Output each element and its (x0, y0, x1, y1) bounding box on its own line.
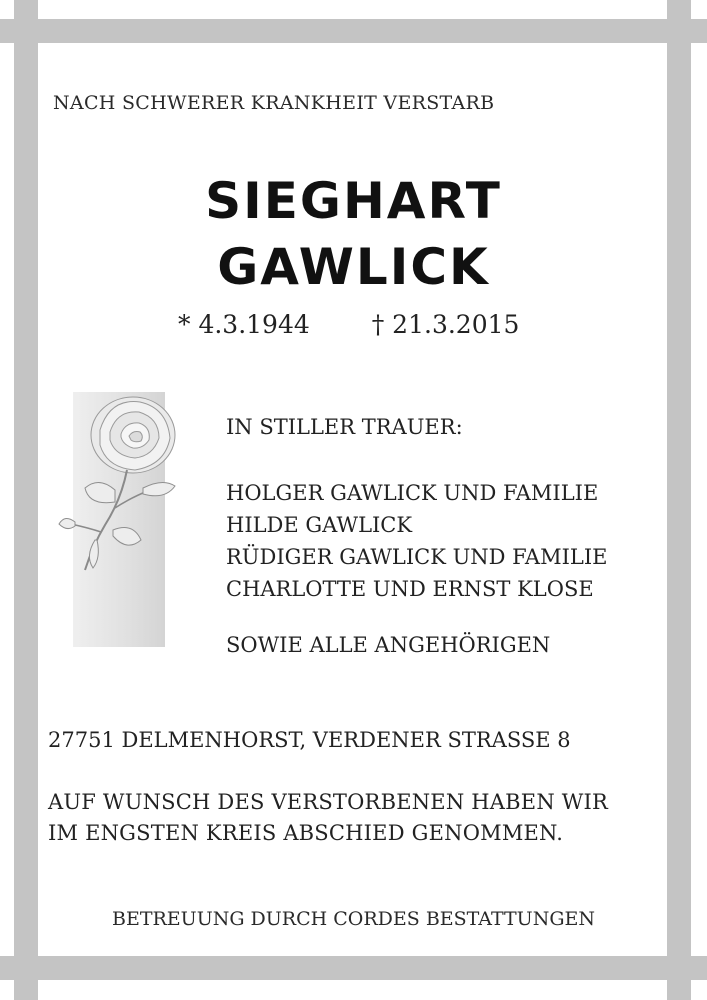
grief-label: IN STILLER TRAUER: (226, 415, 463, 439)
life-dates (178, 310, 519, 339)
rose-icon (55, 390, 185, 580)
mourner-3: RÜDIGER GAWLICK UND FAMILIE (226, 545, 608, 569)
mourner-1: HOLGER GAWLICK UND FAMILIE (226, 481, 599, 505)
mourner-2: HILDE GAWLICK (226, 513, 413, 537)
address: 27751 DELMENHORST, VERDENER STRASSE 8 (48, 728, 571, 752)
mourner-4: CHARLOTTE UND ERNST KLOSE (226, 577, 594, 601)
death-date: † 21.3.2015 (371, 310, 520, 339)
intro-text: NACH SCHWERER KRANKHEIT VERSTARB (53, 92, 495, 114)
frame-left (14, 0, 38, 1000)
frame-bottom (0, 956, 707, 980)
deceased-first-name: SIEGHART (205, 172, 502, 230)
funeral-home-credit: BETREUUNG DURCH CORDES BESTATTUNGEN (112, 908, 595, 930)
other-relatives: SOWIE ALLE ANGEHÖRIGEN (226, 633, 551, 657)
wish-line-2: IM ENGSTEN KREIS ABSCHIED GENOMMEN. (48, 821, 564, 845)
wish-line-1: AUF WUNSCH DES VERSTORBENEN HABEN WIR (48, 790, 609, 814)
birth-date: * 4.3.1944 (178, 310, 310, 339)
frame-right (667, 0, 691, 1000)
frame-top (0, 19, 707, 43)
deceased-last-name: GAWLICK (217, 238, 490, 296)
